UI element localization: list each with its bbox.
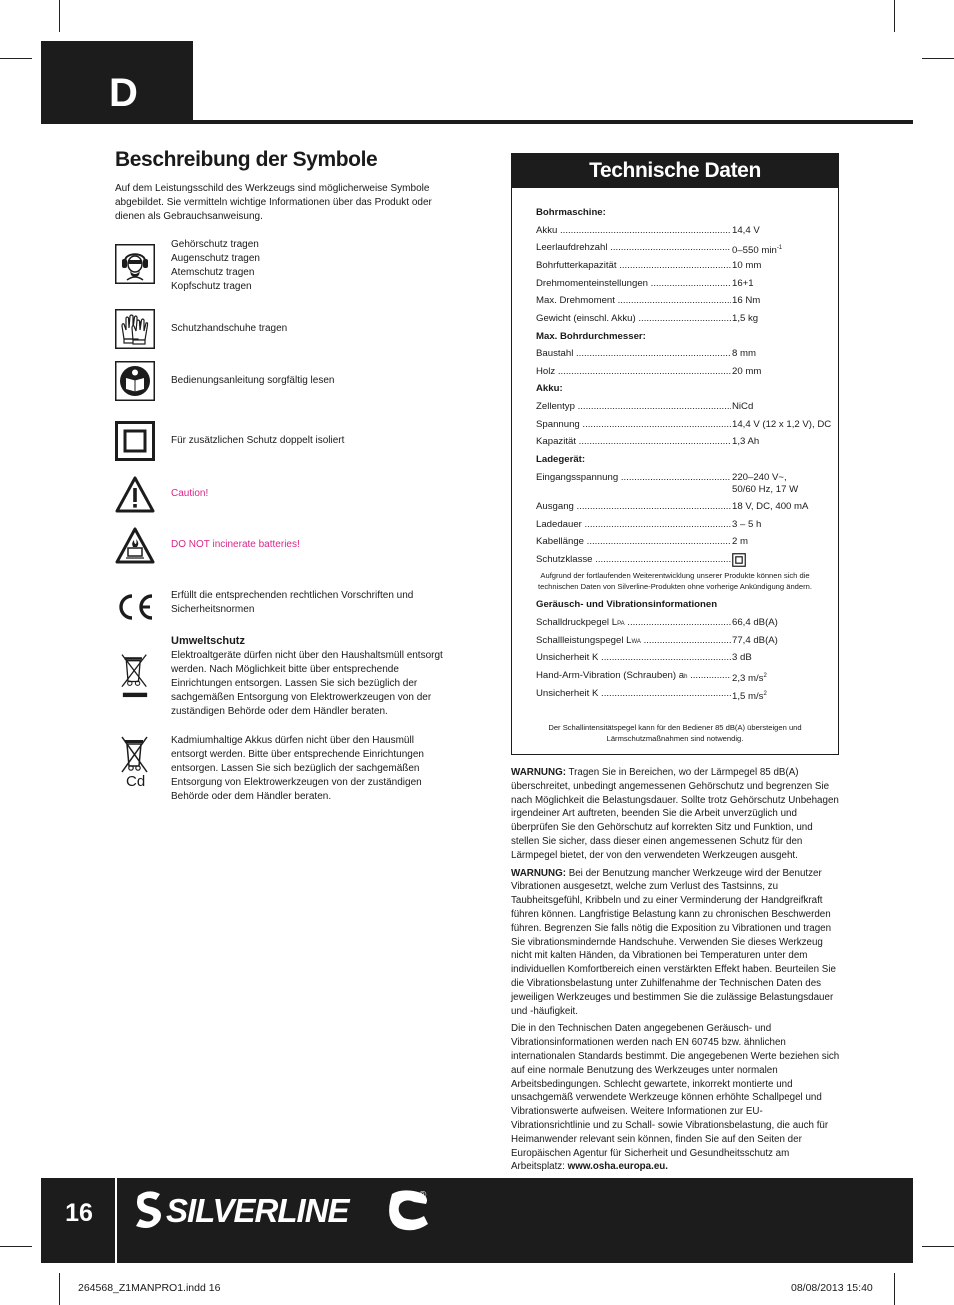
info-paragraph: Die in den Technischen Daten angegebenen Geräusch- und Vibrationsinformationen werden nach EN 60745 bzw. ähnlichen internationalen Standards bestimmt. Die angegebenen Werte beziehen sich auf eine normale Benutzung des Werkzeuges unter normalen Arbeitsbedingungen. Schlecht gewartete, inkorrekt montierte und unsachgemäß verwendete Werkzeuge können erhöhte Schallpegel und Vibrationswerte aufweisen. Weitere Informationen zur EU-Vibrationsrichtlinie und zu Schall- sowie Vibrationsbelastung, die auch für Heimanwender relevant sein können, finden Sie auf den Seiten der Europäischen Agentur für Sicherheit und Gesundheitsschutz am Arbeitsplatz: www.osha.europa.eu. (511, 1023, 840, 1173)
spec-label: Holz ..... (536, 366, 731, 378)
symbol-text: Caution! (171, 488, 209, 499)
spec-value: 1,3 Ah (732, 436, 760, 447)
spec-label: Leerlaufdrehzahl ..... (536, 242, 731, 254)
spec-value: 3 – 5 h (732, 519, 762, 530)
cadmium-text: Kadmiumhaltige Akkus dürfen nicht über den Hausmüll entsorgt werden. Bitte über entsprechende Einrichtungen entsorgen. Lassen Sie sich bezüglich der sachgemäßen Entsorgung von Elektrowerkzeugen von der zuständigen Behörde oder dem Händler beraten. (171, 735, 424, 802)
symbol-row (115, 526, 445, 566)
ce-icon (115, 587, 155, 627)
symbols-title: Beschreibung der Symbole (115, 148, 378, 171)
crop-mark (894, 0, 895, 32)
warning-paragraph: WARNUNG: Tragen Sie in Bereichen, wo der Lärmpegel 85 dB(A) überschreitet, unbedingt angemessenen Gehörschutz und begrenzen Sie nach Möglichkeit die Belastungsdauer. Sollte trotz Gehörschutz Unbehagen irgendeiner Art auftreten, beenden Sie die Arbeit unverzüglich und überprüfen Sie den Gehörschutz auf korrekten Sitz und Funktion, und stellen Sie sicher, dass dieser einen angemessenen Schutz für den Lärmpegel bietet, der von den verwendeten Werkzeugen ausgeht. (511, 767, 839, 861)
symbol-text: Für zusätzlichen Schutz doppelt isoliert (171, 435, 345, 446)
symbol-row (115, 361, 445, 401)
footer-divider (115, 1178, 117, 1263)
gloves-icon (115, 309, 155, 349)
crop-mark (0, 58, 32, 59)
manual-icon (115, 361, 155, 401)
svg-text:SILVERLINE: SILVERLINE (166, 1192, 349, 1229)
environment-row (115, 634, 445, 724)
spec-value: 16+1 (732, 278, 754, 289)
spec-label: Akku ..... (536, 225, 731, 237)
spec-label: Drehmomenteinstellungen ..... (536, 278, 731, 290)
crop-mark (59, 0, 60, 32)
spec-label: Schalldruckpegel LPA ..... (536, 617, 731, 630)
spec-value: 16 Nm (732, 295, 761, 306)
spec-label: Zellentyp ..... (536, 401, 731, 413)
spec-value: 77,4 dB(A) (732, 635, 778, 646)
warning-icon (115, 475, 155, 515)
spec-label: Max. Drehmoment ..... (536, 295, 731, 307)
spec-label: Unsicherheit K ..... (536, 652, 731, 664)
spec-label: Ausgang ..... (536, 501, 731, 513)
spec-label: Eingangsspannung ..... (536, 472, 731, 484)
symbol-text: Erfüllt die entsprechenden rechtlichen Vorschriften und Sicherheitsnormen (171, 590, 414, 615)
spec-label: Schallleistungspegel LWA ..... (536, 635, 731, 648)
double-insulated-icon (115, 421, 155, 461)
spec-note: Der Schallintensitätspegel kann für den Bediener 85 dB(A) übersteigen und Lärmschutzmaßnahmen sind notwendig. (548, 723, 802, 743)
cadmium-row (115, 734, 445, 804)
symbols-section (115, 148, 445, 224)
spec-note: Aufgrund der fortlaufenden Weiterentwicklung unserer Produkte können sich die technischen Daten von Silverline-Produkten ohne vorherige Ankündigung ändern. (538, 571, 812, 591)
spec-value: 14,4 V (732, 225, 760, 236)
spec-heading: Geräusch- und Vibrationsinformationen (536, 599, 718, 610)
crop-mark (59, 1273, 60, 1305)
spec-heading: Bohrmaschine: (536, 207, 606, 218)
spec-value: 3 dB (732, 652, 752, 663)
header-rule (41, 120, 913, 124)
crop-mark (922, 1246, 954, 1247)
spec-value: 0–550 $\min^{-1}$ (732, 245, 783, 257)
warnings-section (511, 766, 841, 1178)
class-ii-icon (732, 553, 746, 567)
spec-value: 20 mm (732, 366, 762, 377)
spec-value: 1,5 $m/s^2$ (732, 691, 767, 703)
symbol-row (115, 421, 445, 463)
spec-value: NiCd (732, 401, 754, 412)
symbol-row (115, 309, 445, 349)
symbol-text: Schutzhandschuhe tragen (171, 323, 288, 334)
spec-label: Schutzklasse ..... (536, 554, 731, 566)
spec-value: 1,5 kg (732, 313, 759, 324)
symbol-text: Bedienungsanleitung sorgfältig lesen (171, 375, 335, 386)
environment-text: Elektroaltgeräte dürfen nicht über den Haushaltsmüll entsorgt werden. Nach Möglichkeit bitte über entsprechende Einrichtungen entsorgen. Lassen Sie sich bezüglich der sachgemäßen Entsorgung von Elektrowerkzeugen von der zuständigen Behörde oder dem Händler beraten. (171, 650, 443, 717)
page-number: 16 (65, 1199, 93, 1227)
weee-bin-icon (115, 652, 155, 704)
symbol-text: DO NOT incinerate batteries! (171, 539, 300, 550)
spec-label: Hand-Arm-Vibration (Schrauben) ah ..... (536, 670, 731, 683)
spec-value: 2,3 $m/s^2$ (732, 673, 767, 685)
symbol-row (115, 587, 445, 627)
spec-heading: Akku: (536, 383, 563, 394)
tech-data-title: Technische Daten (512, 154, 838, 188)
spec-value: 8 mm (732, 348, 756, 359)
symbol-row (115, 475, 445, 515)
silverline-logo (134, 1188, 434, 1234)
spec-heading: Max. Bohrdurchmesser: (536, 331, 646, 342)
ppe-icon (115, 244, 155, 284)
crop-mark (894, 1273, 895, 1305)
spec-label: Spannung ..... (536, 419, 731, 431)
spec-label: Kapazität ..... (536, 436, 731, 448)
spec-label: Kabellänge ..... (536, 536, 731, 548)
spec-label: Gewicht (einschl. Akku) ..... (536, 313, 731, 325)
svg-text:®: ® (419, 1190, 427, 1201)
spec-heading: Ladegerät: (536, 454, 586, 465)
warning-paragraph: WARNUNG: Bei der Benutzung mancher Werkzeuge wird der Benutzer Vibrationen ausgesetzt, welche zum Verlust des Tastsinns, zu Taubheitsgefühl, Kribbeln und zu einer Verminderung der Handgreifkraft führen können. Langfristige Belastung kann zu chronischen Beschwerden führen. Begrenzen Sie falls nötig die Exposition zu Vibrationen und tragen Sie vibrationsmindernde Handschuhe. Verwenden Sie dieses Werkzeug nicht mit kalten Händen, da Vibrationen bei Temperaturen unter dem individuellen Komfortbereich einen verstärkten Effekt haben. Beurteilen Sie die Vibrationsbelastung unter Zuhilfenahme der Technischen Daten des jeweiligen Werkzeuges und bestimmen Sie die zulässige Belastungsdauer und -häufigkeit. (511, 867, 836, 1017)
spec-value: 66,4 dB(A) (732, 617, 778, 628)
symbol-text: Gehörschutz tragen Augenschutz tragen Atemschutz tragen Kopfschutz tragen (171, 239, 260, 292)
date-slug: 08/08/2013 15:40 (791, 1282, 873, 1294)
symbols-intro: Auf dem Leistungsschild des Werkzeugs sind möglicherweise Symbole abgebildet. Sie vermitteln wichtige Informationen über das Produkt oder dienen als Gebrauchsanweisung. (115, 183, 432, 222)
spec-value: 14,4 V (12 x 1,2 V), DC (732, 419, 832, 430)
spec-label: Bohrfutterkapazität ..... (536, 260, 731, 272)
spec-value: 10 mm (732, 260, 762, 271)
spec-label: Ladedauer ..... (536, 519, 731, 531)
no-incinerate-icon (115, 526, 155, 566)
spec-label: Unsicherheit K ..... (536, 688, 731, 700)
spec-label: Baustahl ..... (536, 348, 731, 360)
osha-link[interactable]: www.osha.europa.eu. (567, 1161, 668, 1173)
crop-mark (0, 1246, 32, 1247)
spec-value: 18 V, DC, 400 mA (732, 501, 809, 512)
crop-mark (922, 58, 954, 59)
spec-value: 2 m (732, 536, 748, 547)
symbol-row (115, 238, 445, 292)
tech-data-box (511, 153, 839, 755)
spec-value: 220–240 V~, 50/60 Hz, 17 W (732, 472, 799, 495)
language-tab: D (41, 41, 193, 122)
environment-title: Umweltschutz (171, 635, 245, 647)
file-slug: 264568_Z1MANPRO1.indd 16 (78, 1282, 221, 1294)
cadmium-label: Cd (126, 773, 146, 790)
